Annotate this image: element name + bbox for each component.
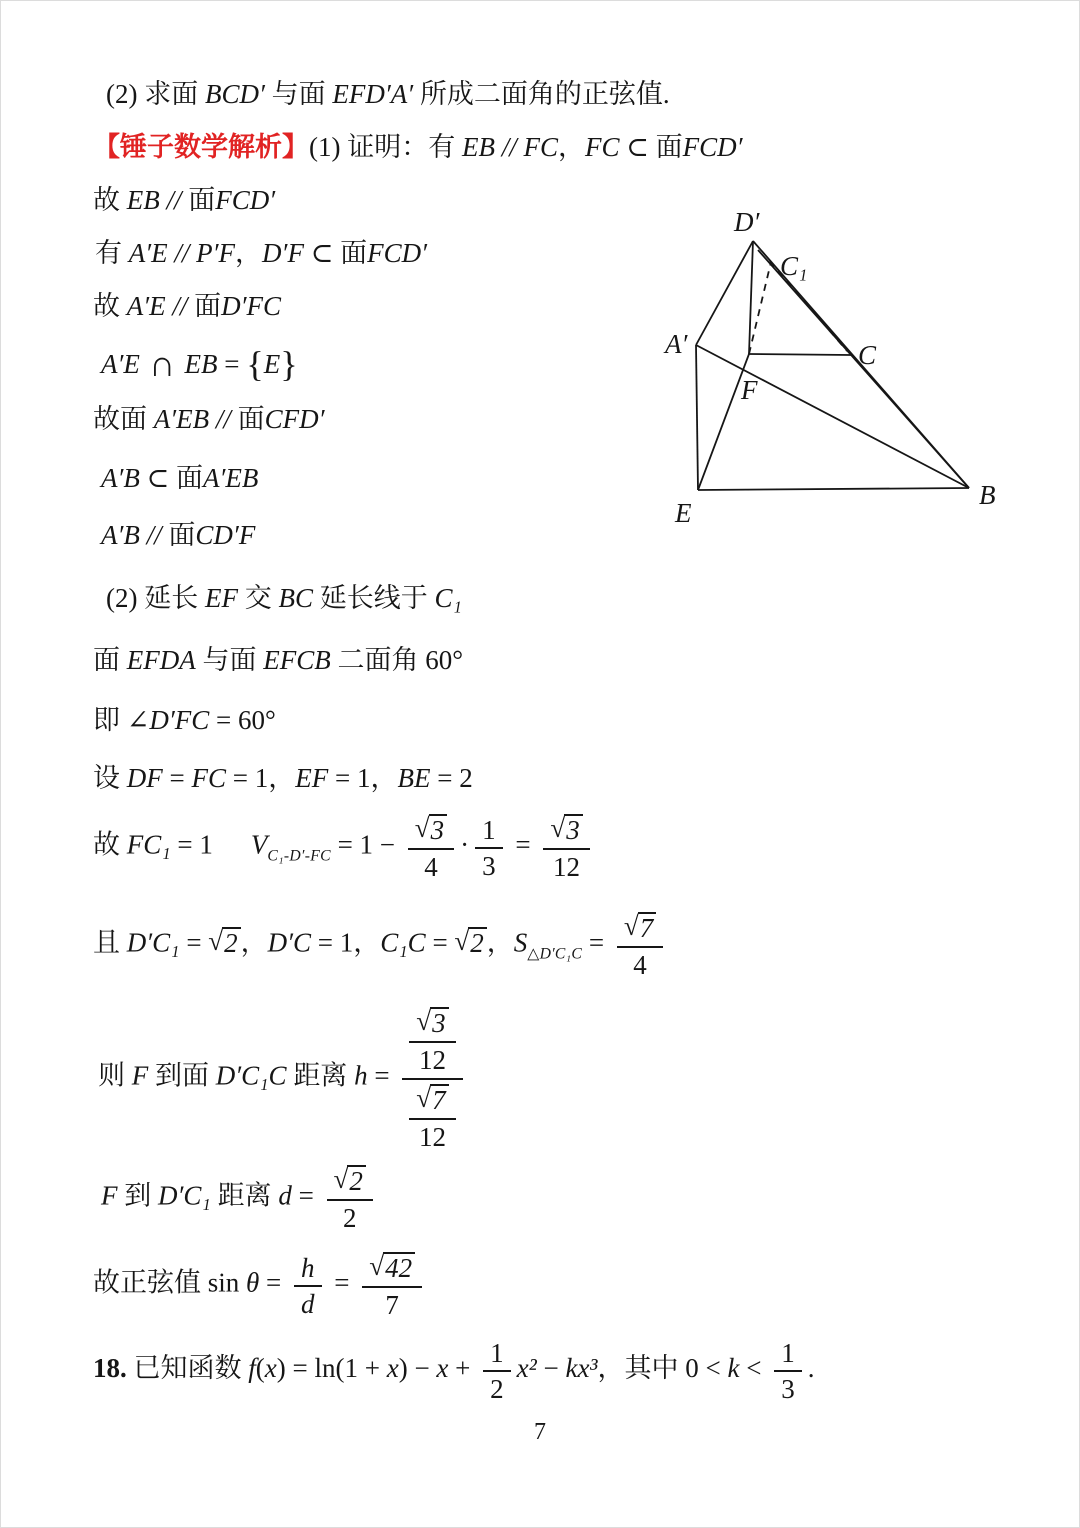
fraction (475, 814, 503, 881)
radical-sign: √ (414, 813, 430, 843)
fraction (408, 813, 454, 882)
math-var: d (278, 1180, 292, 1211)
math-var: D′F (262, 238, 304, 268)
math-var: FCD′ (367, 238, 427, 268)
math-number: = 1 (226, 763, 269, 793)
text-segment: ，其中 (597, 1352, 686, 1383)
math-var: θ (246, 1267, 260, 1298)
problem-part2-statement (106, 77, 670, 112)
math-number: = 1 (328, 763, 371, 793)
math-symbol: < (739, 1352, 769, 1383)
math-number: 60° (425, 645, 464, 675)
radicand: 2 (347, 1165, 366, 1197)
text-segment: 面 (237, 404, 265, 434)
period: . (807, 1352, 815, 1383)
text-segment: 面 (176, 463, 204, 493)
math-var: FC (584, 132, 620, 162)
math-var: D′C₁ (158, 1180, 211, 1211)
math-var: FC₁ (126, 829, 171, 860)
math-symbol: = (259, 1267, 289, 1298)
math-var: x (436, 1352, 449, 1383)
radical-sign: √ (416, 1006, 432, 1036)
text-segment: 二面角 (330, 645, 426, 675)
math-symbol: = (508, 829, 538, 860)
radicand: 3 (429, 814, 448, 846)
math-symbol: = (217, 349, 247, 380)
proof-line (93, 402, 325, 437)
denominator: 7 (385, 1289, 399, 1320)
proof-line (101, 461, 258, 496)
proof-line (101, 341, 298, 388)
proof-line (101, 518, 255, 553)
solution-part2-line (106, 581, 462, 616)
text-segment: 面 (340, 238, 368, 268)
denominator: 12 (418, 1121, 446, 1152)
text-segment: 设 (93, 763, 127, 793)
math-var: FCD′ (215, 185, 276, 215)
denominator: 12 (418, 1044, 446, 1075)
text-segment: 面 (93, 645, 127, 675)
radical-sign: √ (333, 1164, 349, 1194)
right-brace: } (280, 344, 298, 384)
vertex-label-e: E (675, 498, 692, 528)
fraction (294, 1252, 322, 1319)
text-segment: 面 (188, 185, 216, 215)
math-var: A′EB (203, 463, 259, 493)
text-segment: 即 (93, 705, 127, 735)
text-segment: ， (235, 238, 263, 268)
text-segment: (1) 证明：有 (309, 132, 462, 162)
math-var: BC (278, 583, 313, 613)
sqrt-expression (454, 926, 486, 961)
math-symbol: = (425, 927, 455, 958)
sine-result-line (93, 1251, 428, 1320)
text-segment: ， (268, 763, 296, 793)
math-var: x² (516, 1352, 537, 1383)
math-number: = 1 (170, 829, 213, 860)
math-var: EB // FC (461, 132, 558, 162)
text-segment: 与面 (195, 645, 264, 675)
text-segment: 到 (117, 1180, 158, 1211)
math-var: EB (184, 349, 218, 380)
sqrt-expression (208, 926, 240, 961)
math-symbol: ) − (398, 1352, 437, 1383)
solution-line (93, 703, 276, 738)
numerator: 1 (475, 814, 503, 849)
math-symbol: = 1 − (330, 829, 402, 860)
vertex-label-b: B (979, 480, 996, 510)
fraction (483, 1337, 511, 1404)
text-segment: 且 (93, 927, 127, 958)
solution-line (93, 761, 473, 796)
text-segment: 故 (93, 829, 127, 860)
problem-number: 18. (93, 1352, 134, 1383)
math-var: CFD′ (264, 404, 325, 434)
analysis-header-line (93, 130, 743, 165)
math-number: 0 < (685, 1352, 728, 1383)
text-segment: 面 (168, 520, 196, 550)
text-segment: 有 (95, 238, 129, 268)
math-symbol: = (291, 1180, 321, 1211)
math-symbol: = (162, 763, 192, 793)
math-var: S (513, 927, 528, 958)
math-symbol: = (179, 927, 209, 958)
diagram-edges (696, 241, 969, 490)
math-var: x (264, 1352, 277, 1383)
text-segment: ， (486, 927, 514, 958)
numerator: h (294, 1252, 322, 1287)
text-segment: 面 (655, 132, 683, 162)
text-segment: ， (557, 132, 585, 162)
math-var: A′B // (101, 520, 169, 550)
fraction (409, 1083, 455, 1152)
math-number: 1 + (344, 1352, 387, 1383)
dot-operator: · (460, 829, 470, 860)
text-segment: 故面 (93, 404, 154, 434)
math-var: EB // (126, 185, 189, 215)
distance-d-formula-line (101, 1164, 379, 1233)
text-segment: 已知函数 (133, 1352, 249, 1383)
vertex-label-f: F (741, 375, 758, 405)
text-segment: 到面 (148, 1060, 216, 1091)
math-var: x (386, 1352, 399, 1383)
distance-h-formula-line (98, 1004, 469, 1153)
sqrt-expression (416, 1007, 448, 1039)
proof-line (93, 289, 281, 324)
vertex-label-c: C (858, 340, 877, 370)
math-var: FC (191, 763, 226, 793)
math-var: A′B (101, 463, 140, 493)
math-symbol: = (582, 927, 611, 958)
radical-sign: √ (416, 1082, 432, 1113)
radical-sign: √ (208, 925, 224, 956)
volume-formula-line (93, 813, 596, 882)
math-var: f (248, 1352, 256, 1383)
fraction (409, 1006, 455, 1075)
sqrt-expression (415, 814, 447, 846)
math-var: EFDA (126, 645, 196, 675)
fraction (327, 1164, 373, 1233)
proof-line (93, 183, 275, 218)
text-segment: (2) 延长 (106, 583, 205, 613)
left-brace: { (246, 344, 264, 384)
paren: ( (255, 1352, 265, 1383)
math-var: A′EB // (153, 404, 238, 434)
math-symbol: = (327, 1267, 357, 1298)
radicand: 42 (383, 1252, 415, 1284)
math-var: BCD′ (204, 79, 265, 109)
math-var: EFD′A′ (332, 79, 414, 109)
numerator: 1 (483, 1337, 511, 1372)
brand-label: 【锤子数学解析】 (93, 132, 309, 162)
denominator: 4 (633, 949, 647, 980)
vertex-label-d-prime: D′ (734, 207, 760, 237)
denominator: d (301, 1288, 315, 1319)
vertex-label-c1: C₁ (780, 251, 808, 281)
text-segment: ， (353, 927, 381, 958)
text-segment: ， (370, 763, 398, 793)
denominator: 3 (781, 1374, 795, 1405)
math-var: A′E // P′F (128, 238, 236, 268)
denominator: 4 (424, 851, 438, 882)
text-segment: 故 (93, 185, 127, 215)
vertex-label-a-prime: A′ (665, 329, 688, 359)
radicand: 7 (430, 1084, 449, 1116)
math-var: EF (204, 583, 238, 613)
denominator: 3 (482, 850, 496, 881)
radicand: 2 (468, 927, 487, 959)
fraction (617, 911, 663, 980)
fraction (543, 813, 589, 882)
math-var: EFCB (263, 645, 331, 675)
text-segment: 面 (194, 291, 222, 321)
radicand: 2 (222, 927, 241, 959)
math-var: A′E // (126, 291, 195, 321)
math-subscript: C₁-D′-FC (267, 847, 331, 865)
math-var: D′C₁ (126, 927, 180, 958)
math-var: F (131, 1060, 149, 1091)
radicand: 3 (564, 814, 583, 846)
sin-function: sin (207, 1267, 247, 1298)
text-segment: (2) 求面 (106, 79, 205, 109)
math-subscript: △D′C₁C (527, 945, 583, 963)
intersection-symbol: ∩ (139, 344, 185, 384)
diagram-labels (663, 207, 996, 528)
math-number: = 60° (209, 705, 276, 735)
text-segment: 距离 (210, 1180, 279, 1211)
math-number: = 1 (311, 927, 354, 958)
text-segment: 与面 (264, 79, 333, 109)
math-symbol: = (367, 1060, 397, 1091)
radicand: 7 (638, 912, 657, 944)
angle-symbol: ∠ (126, 705, 150, 735)
math-var: D′C (267, 927, 312, 958)
sqrt-expression (624, 912, 656, 944)
sqrt-expression (416, 1084, 448, 1116)
text-segment: 故 (93, 291, 127, 321)
denominator: 2 (490, 1374, 504, 1405)
math-var: kx³ (565, 1352, 598, 1383)
math-var: V (250, 829, 268, 860)
math-symbol: ) = ln (276, 1352, 336, 1383)
paren: ( (335, 1352, 345, 1383)
sqrt-expression (550, 814, 582, 846)
math-var: C₁C (380, 927, 426, 958)
radical-sign: √ (550, 813, 566, 843)
math-var: BE (397, 763, 431, 793)
radical-sign: √ (454, 925, 470, 956)
numerator: 1 (774, 1337, 802, 1372)
math-var: CD′F (195, 520, 256, 550)
radical-sign: √ (369, 1251, 385, 1281)
math-symbol: − (536, 1352, 566, 1383)
math-var: E (263, 349, 281, 380)
math-var: FCD′ (682, 132, 743, 162)
fraction (362, 1251, 422, 1320)
math-number: = 2 (430, 763, 473, 793)
math-var: A′E (101, 349, 140, 380)
geometry-diagram (631, 191, 1080, 541)
page-number: 7 (534, 1419, 546, 1445)
math-var: DF (126, 763, 163, 793)
radical-sign: √ (623, 911, 639, 941)
math-symbol: + (448, 1352, 478, 1383)
text-segment: 则 (98, 1060, 132, 1091)
math-var: D′FC (149, 705, 210, 735)
lengths-formula-line (93, 911, 669, 980)
denominator: 2 (342, 1202, 357, 1233)
text-segment: ， (240, 927, 268, 958)
math-symbol: ⊂ (619, 132, 656, 162)
text-segment: 故正弦值 (93, 1267, 208, 1298)
radicand: 3 (430, 1007, 449, 1039)
text-segment: 交 (237, 583, 279, 613)
sqrt-expression (334, 1165, 366, 1197)
math-var: D′FC (221, 291, 282, 321)
fraction (774, 1337, 802, 1404)
math-symbol: ⊂ (303, 238, 341, 268)
math-var: EF (295, 763, 329, 793)
math-var: D′C₁C (215, 1060, 287, 1091)
problem-18-statement (93, 1337, 814, 1404)
text-segment: 距离 (286, 1060, 355, 1091)
math-var: F (101, 1180, 118, 1211)
math-var: h (354, 1060, 368, 1091)
proof-line (95, 236, 427, 271)
denominator: 12 (553, 851, 581, 882)
math-var: C₁ (434, 583, 462, 613)
solution-line (93, 643, 463, 678)
math-var: k (727, 1352, 740, 1383)
text-segment: 所成二面角的正弦值. (413, 79, 670, 109)
text-segment: 延长线于 (313, 583, 435, 613)
math-symbol: ⊂ (139, 463, 177, 493)
sqrt-expression (369, 1252, 415, 1284)
nested-fraction (402, 1004, 462, 1153)
